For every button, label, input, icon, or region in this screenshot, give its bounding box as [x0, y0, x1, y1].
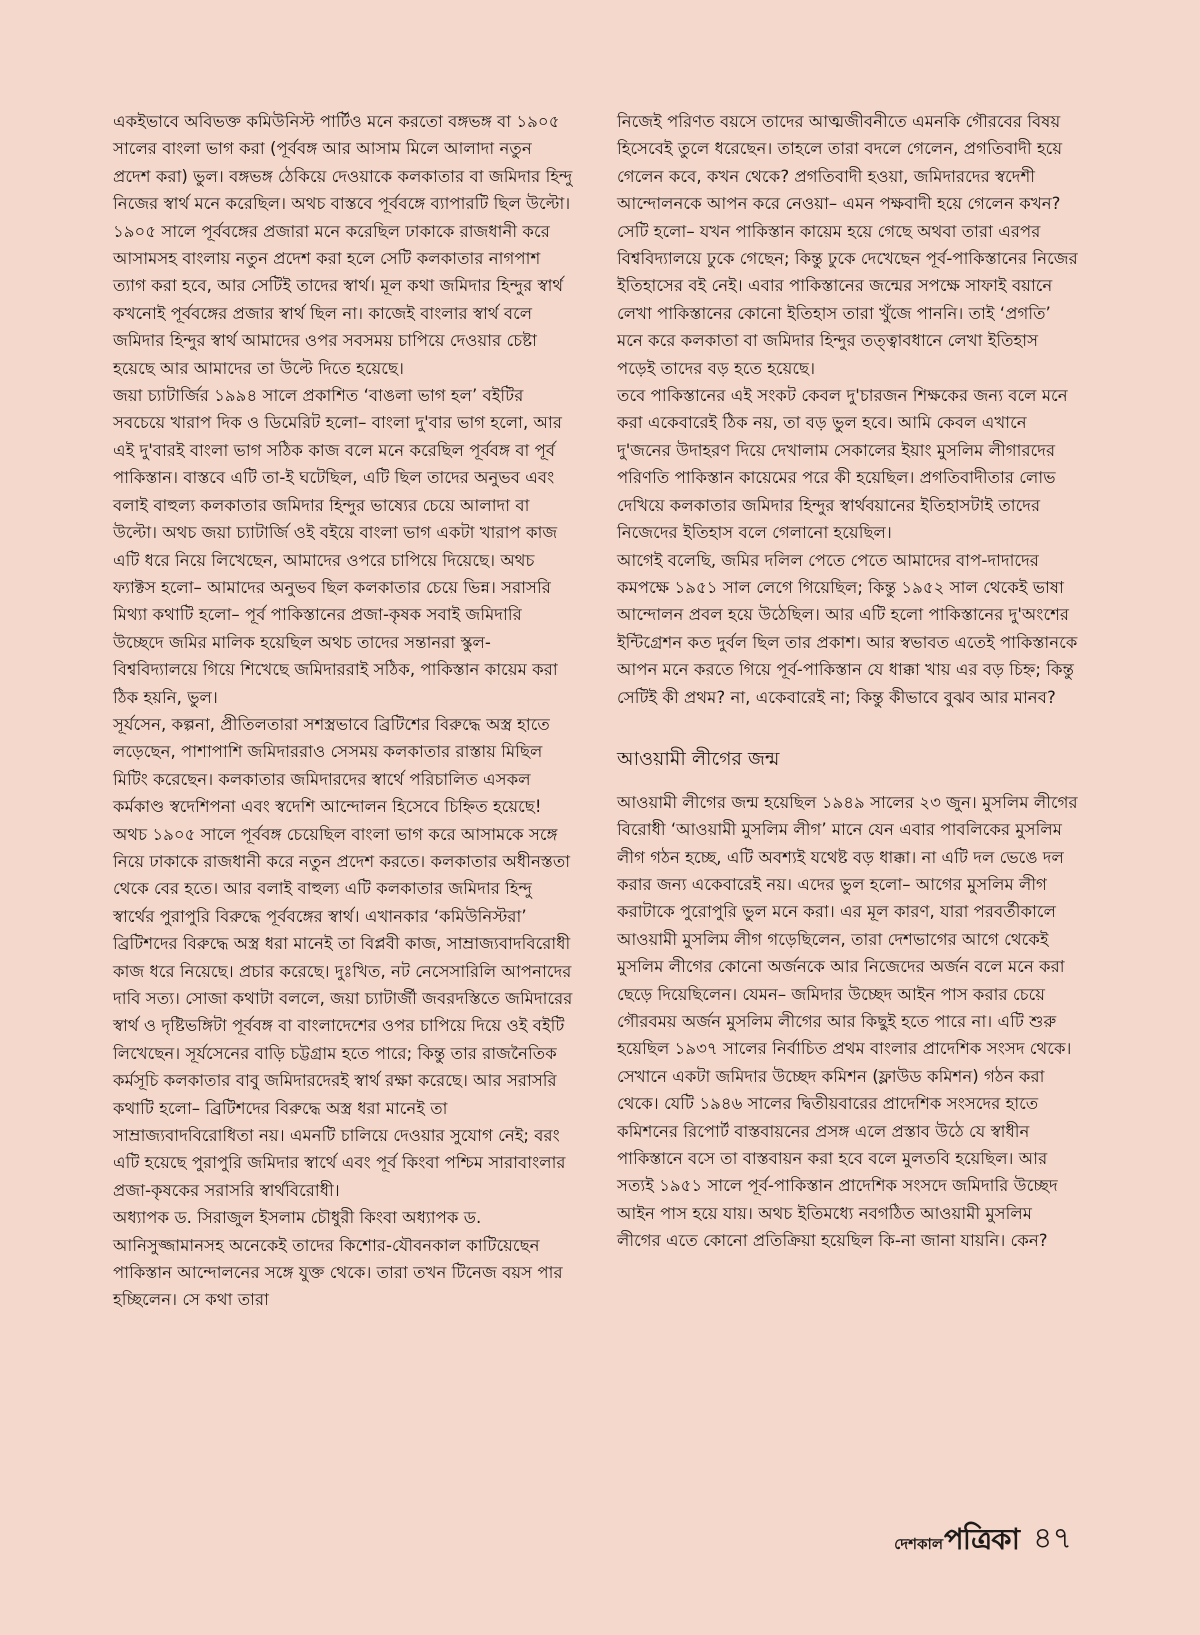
- section-heading: আওয়ামী লীগের জন্ম: [617, 747, 780, 770]
- logo-small-text: দেশকাল: [894, 1535, 944, 1553]
- paragraph: জয়া চ্যাটার্জির ১৯৯৪ সালে প্রকাশিত ‘বাঙলা ভাগ হল’ বইটির সবচেয়ে খারাপ দিক ও ডিমেরিট হলো– বাংলা দু'বার ভাগ হলো, আর এই দু'বারই বাংলা ভাগ সঠিক কাজ বলে মনে করেছিল পূর্ববঙ্গ বা পূর্ব পাকিস্তান। বাস্তবে এটি তা-ই ঘটেছিল, এটি ছিল তাদের অনুভব এবং বলাই বাহুল্য কলকাতার জমিদার হিন্দুর ভাষ্যের চেয়ে আলাদা বা উল্টো। অথচ জয়া চ্যাটার্জি ওই বইয়ে বাংলা ভাগ একটা খারাপ কাজ এটি ধরে নিয়ে লিখেছেন, আমাদের ওপরে চাপিয়ে দিয়েছে। অথচ ফ্যাক্টস হলো– আমাদের অনুভব ছিল কলকাতার চেয়ে ভিন্ন। সরাসরি মিথ্যা কথাটি হলো– পূর্ব পাকিস্তানের প্রজা-কৃষক সবাই জমিদারি উচ্ছেদে জমির মালিক হয়েছিল অথচ তাদের সন্তানরা স্কুল-বিশ্ববিদ্যালয়ে গিয়ে শিখেছে জমিদাররাই সঠিক, পাকিস্তান কায়েম করা ঠিক হয়নি, ভুল।: [113, 386, 563, 707]
- page-footer: [894, 1519, 1072, 1559]
- paragraph: একইভাবে অবিভক্ত কমিউনিস্ট পার্টিও মনে করতো বঙ্গভঙ্গ বা ১৯০৫ সালের বাংলা ভাগ করা (পূর্ববঙ্গ আর আসাম মিলে আলাদা নতুন প্রদেশ করা) ভুল। বঙ্গভঙ্গ ঠেকিয়ে দেওয়াকে কলকাতার বা জমিদার হিন্দু নিজের স্বার্থ মনে করেছিল। অথচ বাস্তবে পূর্ববঙ্গে ব্যাপারটি ছিল উল্টো। ১৯০৫ সালে পূর্ববঙ্গের প্রজারা মনে করেছিল ঢাকাকে রাজধানী করে আসামসহ বাংলায় নতুন প্রদেশ করা হলে সেটি কলকাতার নাগপাশ ত্যাগ করা হবে, আর সেটিই তাদের স্বার্থ। মূল কথা জমিদার হিন্দুর স্বার্থ কখনোই পূর্ববঙ্গের প্রজার স্বার্থ ছিল না। কাজেই বাংলার স্বার্থ বলে জমিদার হিন্দুর স্বার্থ আমাদের ওপর সবসময় চাপিয়ে দেওয়ার চেষ্টা হয়েছে আর আমাদের তা উল্টে দিতে হয়েছে।: [113, 112, 573, 378]
- paragraph: সূর্যসেন, কল্পনা, প্রীতিলতারা সশস্ত্রভাবে ব্রিটিশের বিরুদ্ধে অস্ত্র হাতে লড়েছেন, পাশাপাশি জমিদাররাও সেসময় কলকাতার রাস্তায় মিছিল মিটিং করেছেন। কলকাতার জমিদারদের স্বার্থে পরিচালিত এসকল কর্মকাণ্ড স্বদেশিপনা এবং স্বদেশি আন্দোলন হিসেবে চিহ্নিত হয়েছে! অথচ ১৯০৫ সালে পূর্ববঙ্গ চেয়েছিল বাংলা ভাগ করে আসামকে সঙ্গে নিয়ে ঢাকাকে রাজধানী করে নতুন প্রদেশ করতে। কলকাতার অধীনস্ততা থেকে বের হতে। আর বলাই বাহুল্য এটি কলকাতার জমিদার হিন্দু স্বার্থের পুরাপুরি বিরুদ্ধে পূর্ববঙ্গের স্বার্থ। এখানকার ‘কমিউনিস্টরা’ ব্রিটিশদের বিরুদ্ধে অস্ত্র ধরা মানেই তা বিপ্লবী কাজ, সাম্রাজ্যবাদবিরোধী কাজ ধরে নিয়েছে। প্রচার করেছে। দুঃখিত, নট নেসেসারিলি আপনাদের দাবি সত্য। সোজা কথাটা বললে, জয়া চ্যাটার্জী জবরদস্তিতে জমিদারের স্বার্থ ও দৃষ্টিভঙ্গিটা পূর্ববঙ্গ বা বাংলাদেশের ওপর চাপিয়ে দিয়ে ওই বইটি লিখেছেন। সূর্যসেনের বাড়ি চট্টগ্রাম হতে পারে; কিন্তু তার রাজনৈতিক কর্মসূচি কলকাতার বাবু জমিদারদেরই স্বার্থ রক্ষা করেছে। আর সরাসরি কথাটি হলো– ব্রিটিশদের বিরুদ্ধে অস্ত্র ধরা মানেই তা সাম্রাজ্যবাদবিরোধিতা নয়। এমনটি চালিয়ে দেওয়ার সুযোগ নেই; বরং এটি হয়েছে পুরাপুরি জমিদার স্বার্থে এবং পূর্ব কিংবা পশ্চিম সারাবাংলার প্রজা-কৃষকের সরাসরি স্বার্থবিরোধী।: [113, 714, 573, 1200]
- page-number: ৪৭: [1033, 1521, 1072, 1556]
- paragraph: আগেই বলেছি, জমির দলিল পেতে পেতে আমাদের বাপ-দাদাদের কমপক্ষে ১৯৫১ সাল লেগে গিয়েছিল; কিন্তু ১৯৫২ সাল থেকেই ভাষা আন্দোলন প্রবল হয়ে উঠেছিল। আর এটি হলো পাকিস্তানের দু'অংশের ইন্টিগ্রেশন কত দুর্বল ছিল তার প্রকাশ। আর স্বভাবত এতেই পাকিস্তানকে আপন মনে করতে গিয়ে পূর্ব-পাকিস্তান যে ধাক্কা খায় এর বড় চিহ্ন; কিন্তু সেটিই কী প্রথম? না, একেবারেই না; কিন্তু কীভাবে বুঝব আর মানব?: [617, 550, 1078, 707]
- logo-big-text: পত্রিকা: [944, 1522, 1020, 1556]
- paragraph: অধ্যাপক ড. সিরাজুল ইসলাম চৌধুরী কিংবা অধ্যাপক ড. আনিসুজ্জামানসহ অনেকেই তাদের কিশোর-যৌবনকাল কাটিয়েছেন পাকিস্তান আন্দোলনের সঙ্গে যুক্ত থেকে। তারা তখন টিনেজ বয়স পার হচ্ছিলেন। সে কথা তারা: [113, 1208, 563, 1310]
- left-column: [113, 108, 573, 1314]
- right-column: [617, 108, 1079, 1255]
- paragraph: আওয়ামী লীগের জন্ম হয়েছিল ১৯৪৯ সালের ২৩ জুন। মুসলিম লীগের বিরোধী ‘আওয়ামী মুসলিম লীগ’ মানে যেন এবার পাবলিকের মুসলিম লীগ গঠন হচ্ছে, এটি অবশ্যই যথেষ্ট বড় ধাক্কা। না এটি দল ভেঙে দল করার জন্য একেবারেই নয়। এদের ভুল হলো– আগের মুসলিম লীগ করাটাকে পুরোপুরি ভুল মনে করা। এর মূল কারণ, যারা পরবর্তীকালে আওয়ামী মুসলিম লীগ গড়েছিলেন, তারা দেশভাগের আগে থেকেই মুসলিম লীগের কোনো অর্জনকে আর নিজেদের অর্জন বলে মনে করা ছেড়ে দিয়েছিলেন। যেমন– জমিদার উচ্ছেদ আইন পাস করার চেয়ে গৌরবময় অর্জন মুসলিম লীগের আর কিছুই হতে পারে না। এটি শুরু হয়েছিল ১৯৩৭ সালের নির্বাচিত প্রথম বাংলার প্রাদেশিক সংসদ থেকে। সেখানে একটা জমিদার উচ্ছেদ কমিশন (ফ্লাউড কমিশন) গঠন করা থেকে। যেটি ১৯৪৬ সালের দ্বিতীয়বারের প্রাদেশিক সংসদের হাতে কমিশনের রিপোর্ট বাস্তবায়নের প্রসঙ্গ এলে প্রস্তাব উঠে যে স্বাধীন পাকিস্তানে বসে তা বাস্তবায়ন করা হবে বলে মুলতবি হয়েছিল। আর সত্যই ১৯৫১ সালে পূর্ব-পাকিস্তান প্রাদেশিক সংসদে জমিদারি উচ্ছেদ আইন পাস হয়ে যায়। অথচ ইতিমধ্যে নবগঠিত আওয়ামী মুসলিম লীগের এতে কোনো প্রতিক্রিয়া হয়েছিল কি-না জানা যায়নি। কেন?: [617, 792, 1078, 1251]
- paragraph: নিজেই পরিণত বয়সে তাদের আত্মজীবনীতে এমনকি গৌরবের বিষয় হিসেবেই তুলে ধরেছেন। তাহলে তারা বদলে গেলেন, প্রগতিবাদী হয়ে গেলেন কবে, কখন থেকে? প্রগতিবাদী হওয়া, জমিদারদের স্বদেশী আন্দোলনকে আপন করে নেওয়া– এমন পক্ষবাদী হয়ে গেলেন কখন? সেটি হলো– যখন পাকিস্তান কায়েম হয়ে গেছে অথবা তারা এরপর বিশ্ববিদ্যালয়ে ঢুকে গেছেন; কিন্তু ঢুকে দেখেছেন পূর্ব-পাকিস্তানের নিজের ইতিহাসের বই নেই। এবার পাকিস্তানের জন্মের সপক্ষে সাফাই বয়ানে লেখা পাকিস্তানের কোনো ইতিহাস তারা খুঁজে পাননি। তাই ‘প্রগতি’ মনে করে কলকাতা বা জমিদার হিন্দুর তত্ত্বাবধানে লেখা ইতিহাস পড়েই তাদের বড় হতে হয়েছে।: [617, 112, 1078, 378]
- magazine-logo: [894, 1523, 1019, 1555]
- paragraph: তবে পাকিস্তানের এই সংকট কেবল দু'চারজন শিক্ষকের জন্য বলে মনে করা একেবারেই ঠিক নয়, তা বড় ভুল হবে। আমি কেবল এখানে দু'জনের উদাহরণ দিয়ে দেখালাম সেকালের ইয়াং মুসলিম লীগারদের পরিণতি পাকিস্তান কায়েমের পরে কী হয়েছিল। প্রগতিবাদীতার লোভ দেখিয়ে কলকাতার জমিদার হিন্দুর স্বার্থবয়ানের ইতিহাসটাই তাদের নিজেদের ইতিহাস বলে গেলানো হয়েছিল।: [617, 386, 1068, 543]
